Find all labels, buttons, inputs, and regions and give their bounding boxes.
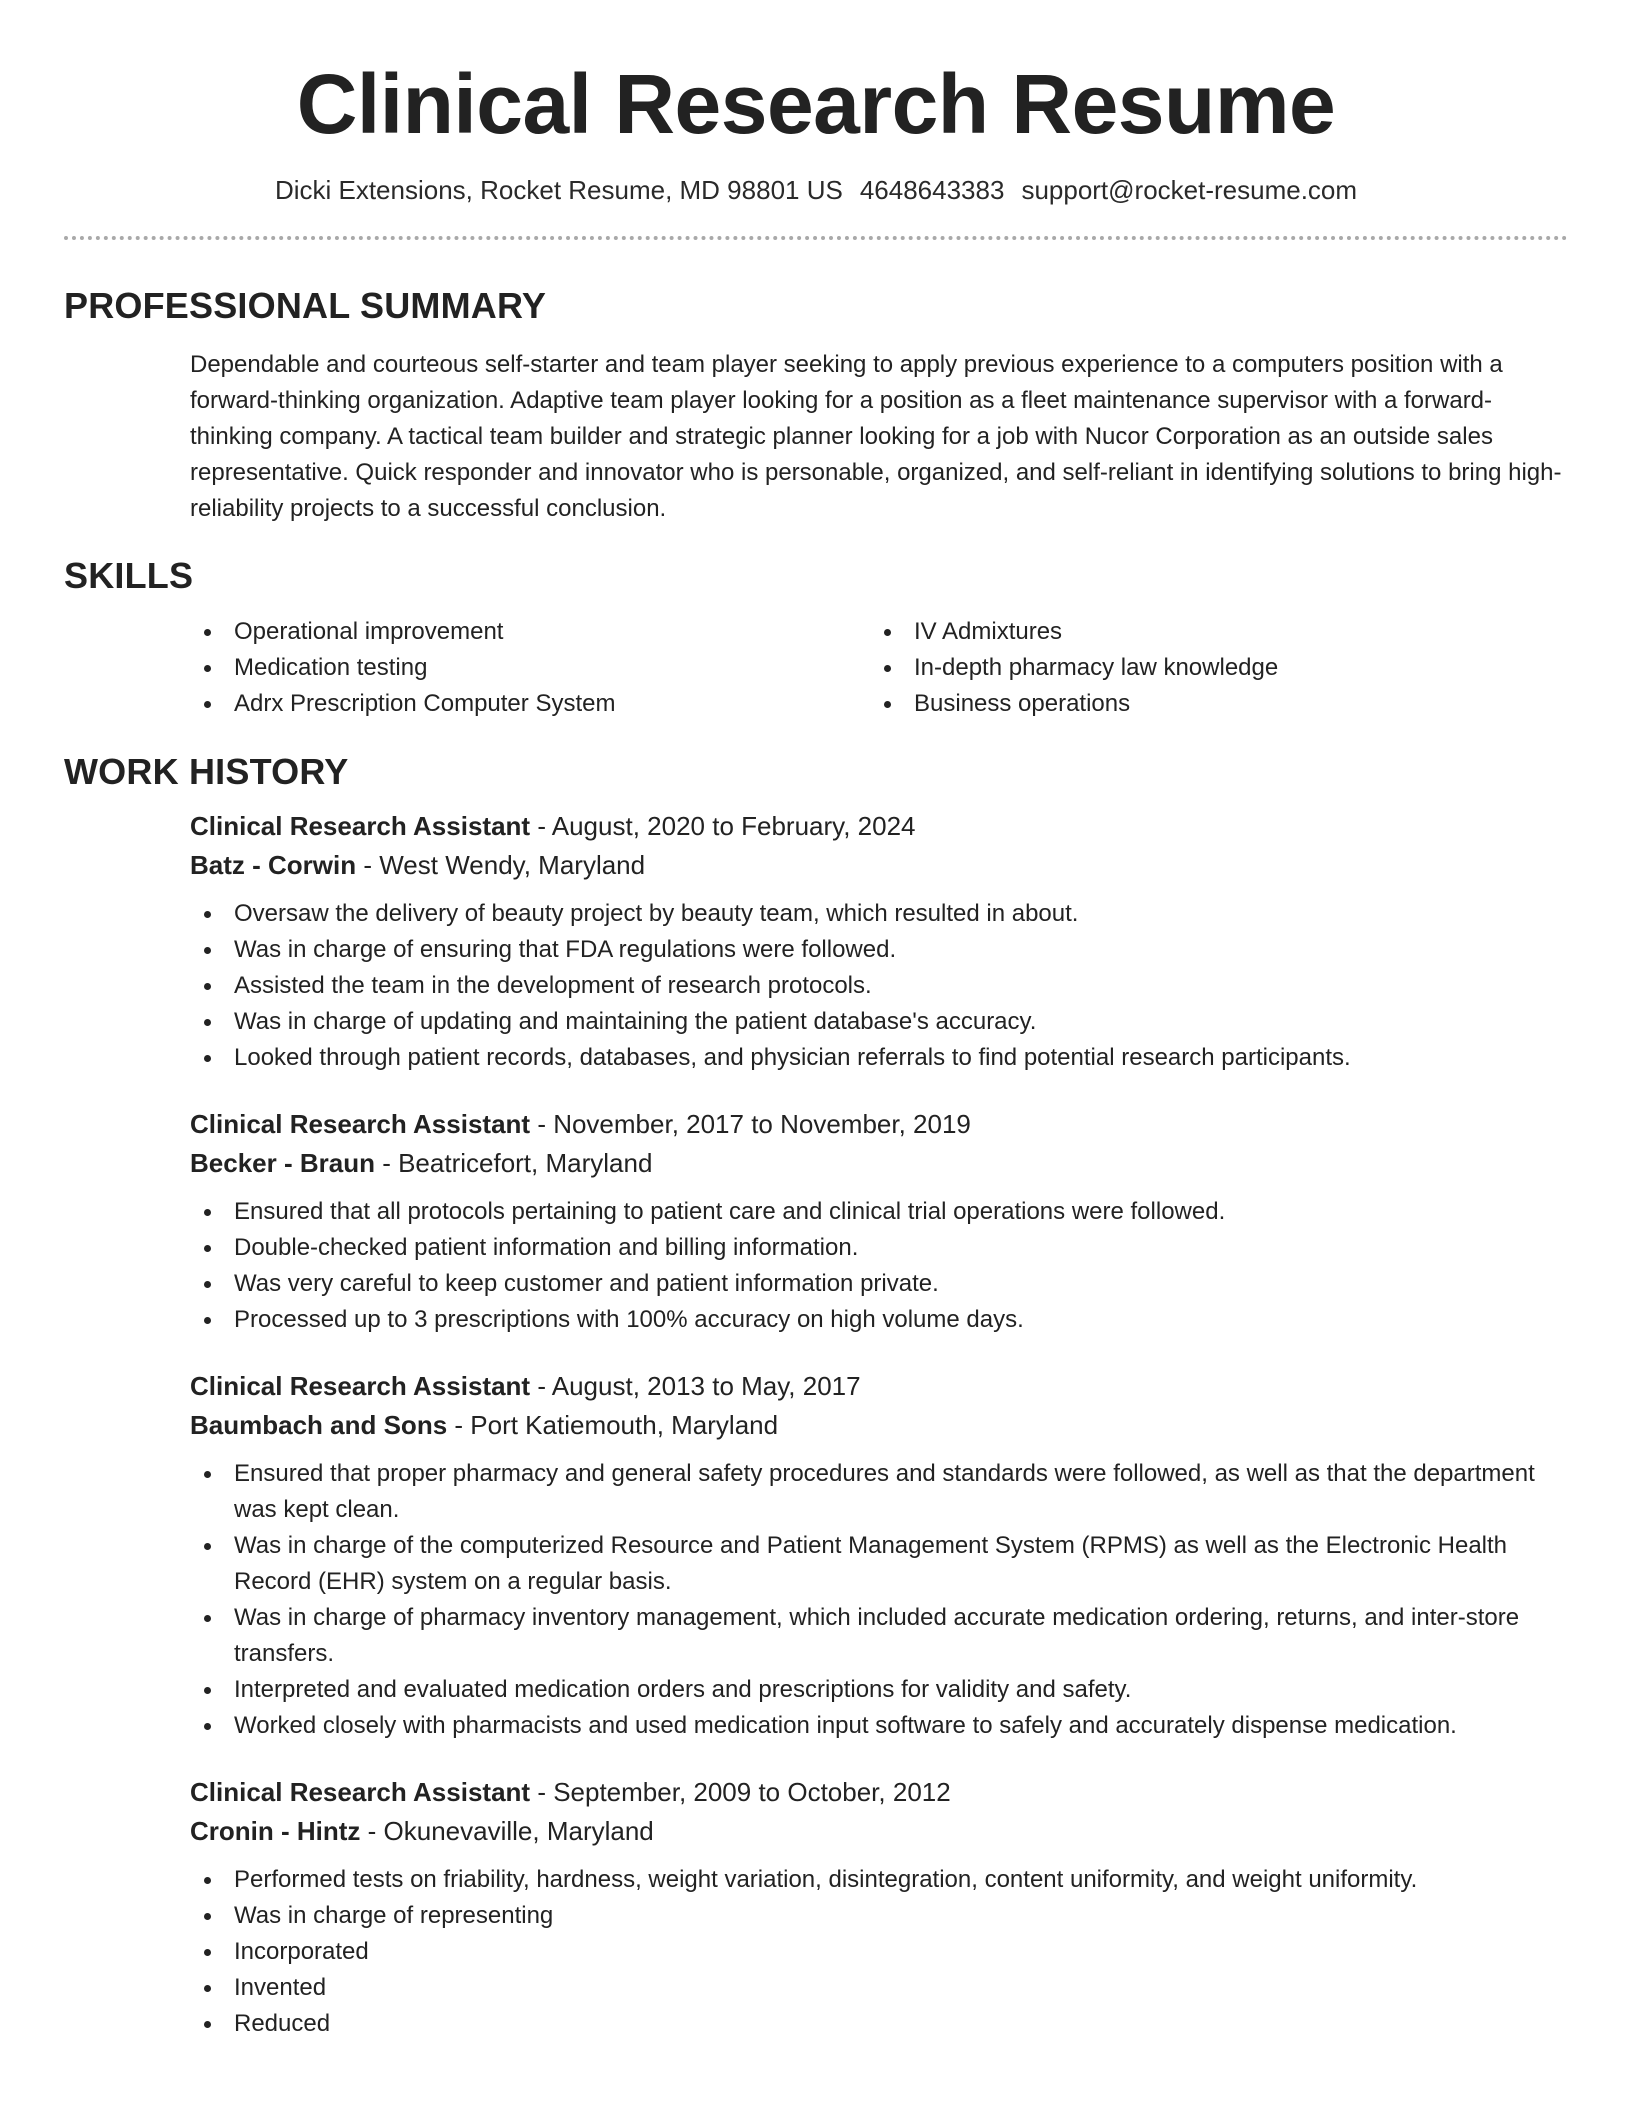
contact-phone: 4648643383 xyxy=(859,175,1005,205)
job-company-line xyxy=(190,1146,1568,1180)
job-title: Clinical Research Assistant xyxy=(190,1777,531,1807)
job-company: Batz - Corwin xyxy=(190,850,357,880)
skill-item: IV Admixtures xyxy=(870,614,1568,650)
job-company: Cronin - Hintz xyxy=(190,1816,361,1846)
job-entry xyxy=(190,1775,1568,2042)
job-bullet: Was very careful to keep customer and patient information private. xyxy=(190,1266,1568,1302)
job-bullet: Was in charge of updating and maintaining the patient database's accuracy. xyxy=(190,1004,1568,1040)
skills-grid xyxy=(190,614,1568,722)
contact-address: Dicki Extensions, Rocket Resume, MD 98801 US xyxy=(274,175,843,205)
job-bullet: Performed tests on friability, hardness, weight variation, disintegration, content uniformity, and weight uniformity. xyxy=(190,1862,1568,1898)
job-bullet: Incorporated xyxy=(190,1934,1568,1970)
job-entry xyxy=(190,1107,1568,1338)
contact-email: support@rocket-resume.com xyxy=(1021,175,1358,205)
job-dates: - September, 2009 to October, 2012 xyxy=(537,1777,951,1807)
work-history-section xyxy=(64,750,1568,2042)
job-bullet: Invented xyxy=(190,1970,1568,2006)
resume-header xyxy=(64,0,1568,240)
skills-section xyxy=(64,554,1568,722)
job-bullets xyxy=(190,1456,1568,1744)
skill-item: Adrx Prescription Computer System xyxy=(190,686,870,722)
job-bullet: Double-checked patient information and billing information. xyxy=(190,1230,1568,1266)
job-title-line xyxy=(190,1775,1568,1809)
resume-title: Clinical Research Resume xyxy=(296,57,1336,151)
job-dates: - August, 2013 to May, 2017 xyxy=(537,1371,861,1401)
job-bullet: Ensured that all protocols pertaining to patient care and clinical trial operations were followed. xyxy=(190,1194,1568,1230)
section-heading: PROFESSIONAL SUMMARY xyxy=(64,285,547,326)
summary-text: Dependable and courteous self-starter and team player seeking to apply previous experience to a computers position with a forward-thinking organization. Adaptive team player looking for a position as a fleet maintenance supervisor with a forward-thinking company. A tactical team builder and strategic planner looking for a job with Nucor Corporation as an outside sales representative. Quick responder and innovator who is personable, organized, and self-reliant in identifying solutions to bring high-reliability projects to a successful conclusion. xyxy=(190,351,1562,522)
job-bullet: Reduced xyxy=(190,2006,1568,2042)
job-entry xyxy=(190,809,1568,1076)
header-divider xyxy=(64,236,1568,240)
skill-item: Medication testing xyxy=(190,650,870,686)
skill-item: Business operations xyxy=(870,686,1568,722)
job-bullet: Looked through patient records, databases, and physician referrals to find potential research participants. xyxy=(190,1040,1568,1076)
job-bullet: Ensured that proper pharmacy and general safety procedures and standards were followed, as well as that the department was kept clean. xyxy=(190,1456,1568,1528)
job-bullet: Assisted the team in the development of research protocols. xyxy=(190,968,1568,1004)
job-dates: - August, 2020 to February, 2024 xyxy=(537,811,916,841)
job-bullet: Oversaw the delivery of beauty project by beauty team, which resulted in about. xyxy=(190,896,1568,932)
job-bullet: Interpreted and evaluated medication orders and prescriptions for validity and safety. xyxy=(190,1672,1568,1708)
job-location: - Okunevaville, Maryland xyxy=(367,1816,654,1846)
job-location: - West Wendy, Maryland xyxy=(363,850,646,880)
job-bullet: Was in charge of pharmacy inventory management, which included accurate medication ordering, returns, and inter-store transfers. xyxy=(190,1600,1568,1672)
job-dates: - November, 2017 to November, 2019 xyxy=(537,1109,971,1139)
job-bullet: Worked closely with pharmacists and used medication input software to safely and accurately dispense medication. xyxy=(190,1708,1568,1744)
resume-page xyxy=(64,0,1568,2042)
job-company-line xyxy=(190,1814,1568,1848)
job-title-line xyxy=(190,1107,1568,1141)
job-company: Baumbach and Sons xyxy=(190,1410,448,1440)
skills-list-left xyxy=(190,614,870,722)
job-bullet: Was in charge of the computerized Resource and Patient Management System (RPMS) as well as the Electronic Health Record (EHR) system on a regular basis. xyxy=(190,1528,1568,1600)
job-bullet: Processed up to 3 prescriptions with 100% accuracy on high volume days. xyxy=(190,1302,1568,1338)
job-company-line xyxy=(190,848,1568,882)
job-location: - Port Katiemouth, Maryland xyxy=(454,1410,779,1440)
job-title: Clinical Research Assistant xyxy=(190,1371,531,1401)
job-bullets xyxy=(190,896,1568,1076)
job-company-line xyxy=(190,1408,1568,1442)
job-title-line xyxy=(190,809,1568,843)
skill-item: In-depth pharmacy law knowledge xyxy=(870,650,1568,686)
job-company: Becker - Braun xyxy=(190,1148,375,1178)
job-title-line xyxy=(190,1369,1568,1403)
job-bullet: Was in charge of representing xyxy=(190,1898,1568,1934)
professional-summary-section xyxy=(64,284,1568,527)
skill-item: Operational improvement xyxy=(190,614,870,650)
contact-line xyxy=(64,174,1568,206)
job-bullet: Was in charge of ensuring that FDA regulations were followed. xyxy=(190,932,1568,968)
section-heading: WORK HISTORY xyxy=(64,751,349,792)
skills-list-right xyxy=(870,614,1568,722)
section-heading: SKILLS xyxy=(64,555,194,596)
job-bullets xyxy=(190,1862,1568,2042)
job-entry xyxy=(190,1369,1568,1744)
job-location: - Beatricefort, Maryland xyxy=(382,1148,653,1178)
job-title: Clinical Research Assistant xyxy=(190,811,531,841)
job-bullets xyxy=(190,1194,1568,1338)
job-title: Clinical Research Assistant xyxy=(190,1109,531,1139)
